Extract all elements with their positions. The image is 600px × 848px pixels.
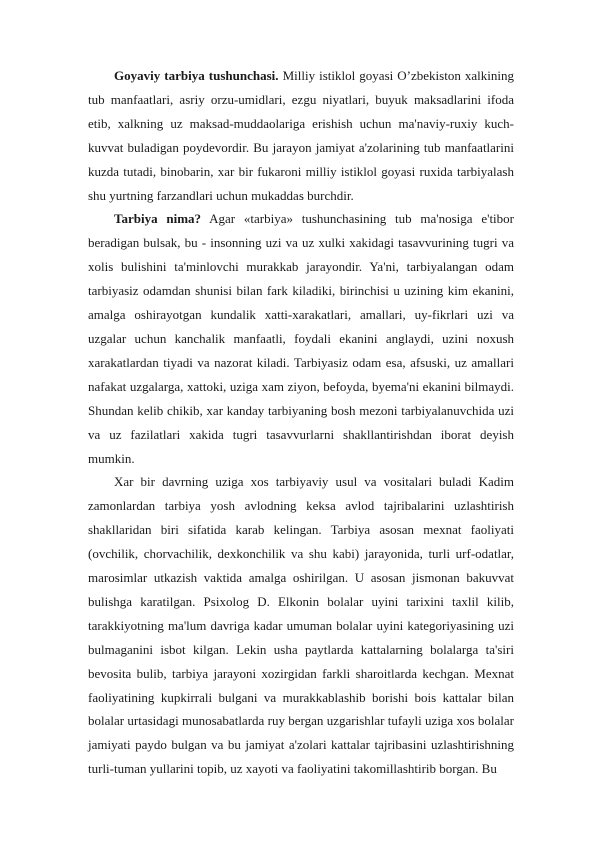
lead-heading: Tarbiya nima?: [114, 211, 202, 227]
paragraph-what-is-upbringing: [88, 207, 514, 470]
paragraph-historical-upbringing: [88, 470, 514, 781]
document-page: [88, 64, 514, 781]
paragraph-text: Agar «tarbiya» tushunchasining tub ma'nosiga e'tibor beradigan bulsak, bu - insonning uzi va uz xulki xakidagi tasavvurining tugri va xolis bulishini ta'minlovchi murakkab jarayondir. Ya'ni, tarbiyalangan odam tarbiyasiz odamdan shunisi bilan fark kiladiki, birinchisi u uzining kim ekanini, amalga oshirayotgan kundalik xatti-xarakatlari, amallari, uy-fikrlari uzi va uzgalar uchun kanchalik manfaatli, foydali ekanini anglaydi, uzini noxush xarakatlardan tiyadi va nazorat kiladi. Tarbiyasiz odam esa, afsuski, uz amallari nafakat uzgalarga, xattoki, uziga xam ziyon, befoyda, byema'ni ekanini bilmaydi. Shundan kelib chikib, xar kanday tarbiyaning bosh mezoni tarbiyalanuvchida uzi va uz fazilatlari xakida tugri tasavvurlarni shakllantirishdan iborat deyish mumkin.: [88, 211, 514, 466]
paragraph-ideological-upbringing: [88, 64, 514, 207]
paragraph-text: Milliy istiklol goyasi O’zbekiston xalkining tub manfaatlari, asriy orzu-umidlari, ezgu niyatlari, buyuk maksadlarini ifoda etib, xalkning uz maksad-muddaolariga erishish uchun ma'naviy-ruxiy kuch-kuvvat buladigan poydevordir. Bu jarayon jamiyat a'zolarining tub manfaatlarini kuzda tutadi, binobarin, xar bir fukaroni milliy istiklol goyasi ruxida tarbiyalash shu yurtning farzandlari uchun mukaddas burchdir.: [88, 68, 514, 203]
paragraph-text: Xar bir davrning uziga xos tarbiyaviy usul va vositalari buladi Kadim zamonlardan tarbiya yosh avlodning keksa avlod tajribalarini uzlashtirish shakllaridan biri sifatida karab kelingan. Tarbiya asosan mexnat faoliyati (ovchilik, chorvachilik, dexkonchilik va shu kabi) jarayonida, turli urf-odatlar, marosimlar utkazish vaktida amalga oshirilgan. U asosan jismonan bakuvvat bulishga karatilgan. Psixolog D. Elkonin bolalar uyini tarixini taxlil kilib, tarakkiyotning ma'lum davriga kadar umuman bolalar uyini kategoriyasining uzi bulmaganini isbot kilgan. Lekin usha paytlarda kattalarning bolalarga ta'siri bevosita bulib, tarbiya jarayoni xozirgidan farkli sharoitlarda kechgan. Mexnat faoliyatining kupkirrali bulgani va murakkablashib borishi bois kattalar bilan bolalar urtasidagi munosabatlarda ruy bergan uzgarishlar tufayli uziga xos bolalar jamiyati paydo bulgan va bu jamiyat a'zolari kattalar tajribasini uzlashtirishning turli-tuman yullarini topib, uz xayoti va faoliyatini takomillashtirib borgan. Bu: [88, 474, 514, 777]
lead-heading: Goyaviy tarbiya tushunchasi.: [114, 68, 279, 83]
